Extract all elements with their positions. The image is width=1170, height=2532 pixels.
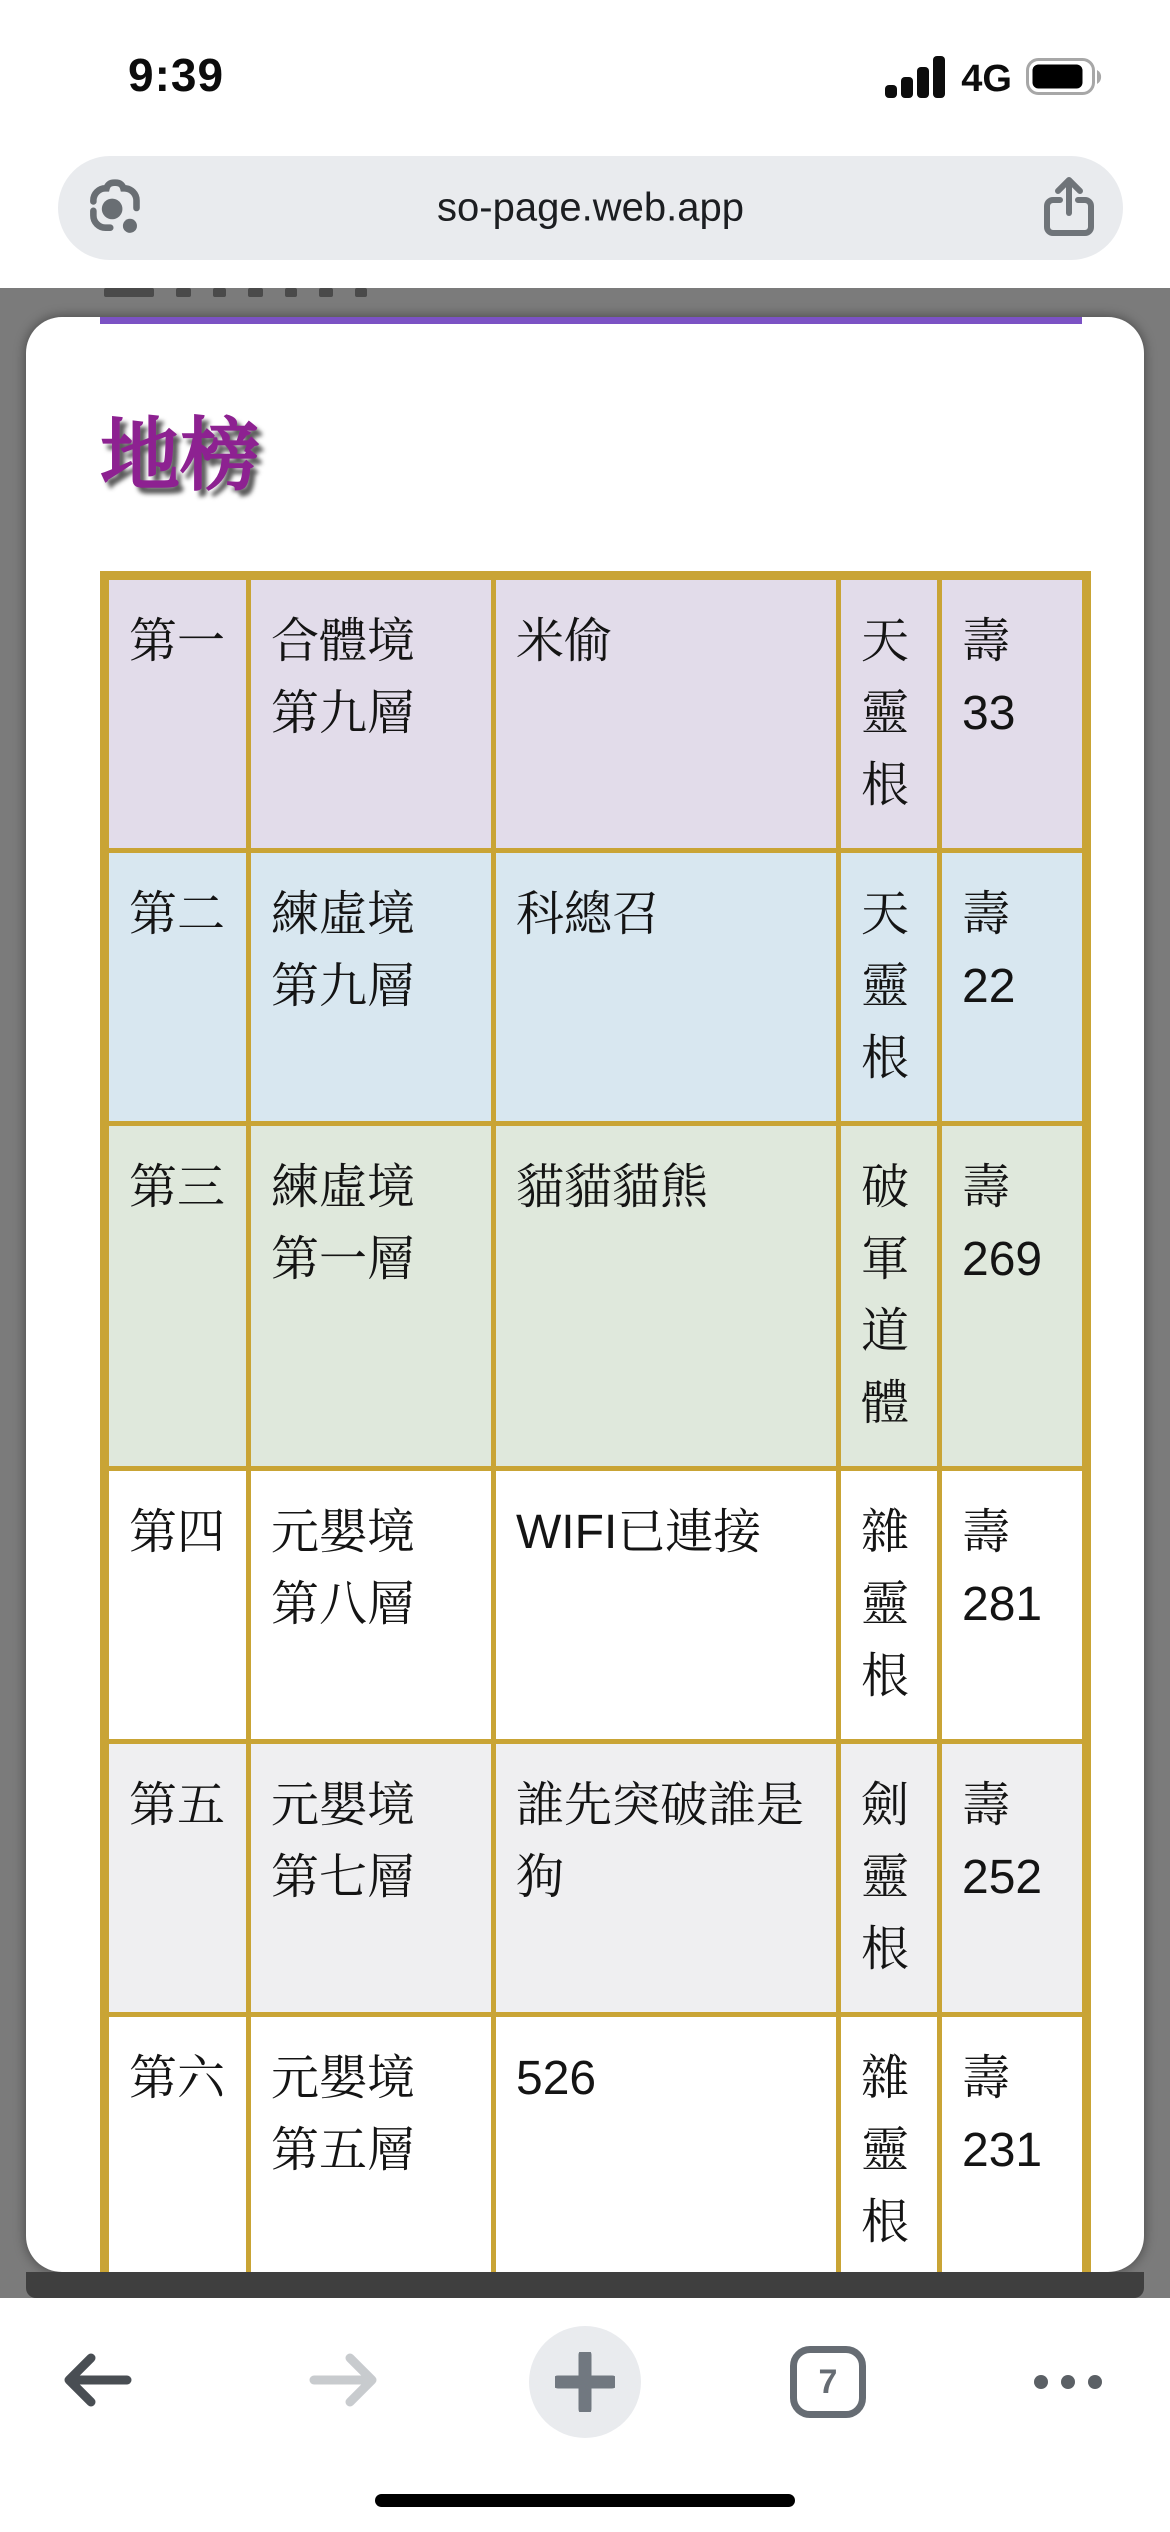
rank-cell: 第一 xyxy=(105,576,249,851)
purple-accent-bar xyxy=(100,317,1082,324)
page-title: 地榜 xyxy=(100,411,260,500)
root-cell: 破軍道體 xyxy=(839,1124,940,1469)
menu-button[interactable] xyxy=(1012,2326,1124,2438)
url-text[interactable]: so-page.web.app xyxy=(437,185,744,230)
name-cell: WIFI已連接 xyxy=(494,1469,839,1742)
page-bottom-band xyxy=(26,2272,1144,2298)
network-type-label: 4G xyxy=(961,58,1012,100)
page-card xyxy=(26,317,1144,2272)
status-time: 9:39 xyxy=(128,49,225,101)
root-cell: 雜靈根 xyxy=(839,2015,940,2273)
rank-cell: 第三 xyxy=(105,1124,249,1469)
share-icon[interactable] xyxy=(1041,177,1097,239)
name-cell: 誰先突破誰是狗 xyxy=(494,1742,839,2015)
name-cell: 米偷 xyxy=(494,576,839,851)
forward-arrow-icon xyxy=(308,2349,382,2416)
life-cell: 壽 231 xyxy=(940,2015,1087,2273)
status-bar xyxy=(0,0,1170,130)
name-cell: 科總召 xyxy=(494,851,839,1124)
battery-icon xyxy=(1026,58,1106,101)
table-row xyxy=(105,1469,1087,1742)
root-cell: 天靈根 xyxy=(839,851,940,1124)
rank-cell: 第四 xyxy=(105,1469,249,1742)
rank-cell: 第二 xyxy=(105,851,249,1124)
realm-cell: 元嬰境 第五層 xyxy=(249,2015,494,2273)
realm-cell: 元嬰境 第八層 xyxy=(249,1469,494,1742)
back-arrow-icon xyxy=(59,2349,133,2416)
browser-toolbar xyxy=(0,2298,1170,2532)
status-right-cluster xyxy=(885,56,1106,103)
new-tab-button[interactable] xyxy=(529,2326,641,2438)
plus-icon xyxy=(529,2326,641,2438)
rank-cell: 第六 xyxy=(105,2015,249,2273)
forward-button[interactable] xyxy=(289,2326,401,2438)
table-row xyxy=(105,2015,1087,2273)
web-page-content xyxy=(0,260,1170,2298)
home-indicator[interactable] xyxy=(375,2494,795,2507)
life-cell: 壽 22 xyxy=(940,851,1087,1124)
root-cell: 雜靈根 xyxy=(839,1469,940,1742)
realm-cell: 練虛境 第一層 xyxy=(249,1124,494,1469)
life-cell: 壽 33 xyxy=(940,576,1087,851)
root-cell: 天靈根 xyxy=(839,576,940,851)
toolbar-underlap xyxy=(0,260,1170,288)
tab-count: 7 xyxy=(818,2362,838,2401)
tab-switcher-icon xyxy=(790,2346,866,2418)
browser-chrome-top xyxy=(0,130,1170,260)
life-cell: 壽 281 xyxy=(940,1469,1087,1742)
table-row xyxy=(105,576,1087,851)
realm-cell: 元嬰境 第七層 xyxy=(249,1742,494,2015)
table-row xyxy=(105,1742,1087,2015)
ellipsis-icon xyxy=(1034,2375,1102,2389)
realm-cell: 合體境 第九層 xyxy=(249,576,494,851)
rank-cell: 第五 xyxy=(105,1742,249,2015)
life-cell: 壽 252 xyxy=(940,1742,1087,2015)
realm-cell: 練虛境 第九層 xyxy=(249,851,494,1124)
signal-bars-icon xyxy=(885,56,947,103)
life-cell: 壽 269 xyxy=(940,1124,1087,1469)
table-row xyxy=(105,851,1087,1124)
ranking-table xyxy=(100,571,1091,2272)
tab-switcher-button[interactable] xyxy=(772,2326,884,2438)
back-button[interactable] xyxy=(40,2326,152,2438)
name-cell: 貓貓貓熊 xyxy=(494,1124,839,1469)
name-cell: 526 xyxy=(494,2015,839,2273)
root-cell: 劍靈根 xyxy=(839,1742,940,2015)
table-row xyxy=(105,1124,1087,1469)
url-bar[interactable] xyxy=(58,156,1123,260)
scrolled-content-peek xyxy=(104,288,367,297)
